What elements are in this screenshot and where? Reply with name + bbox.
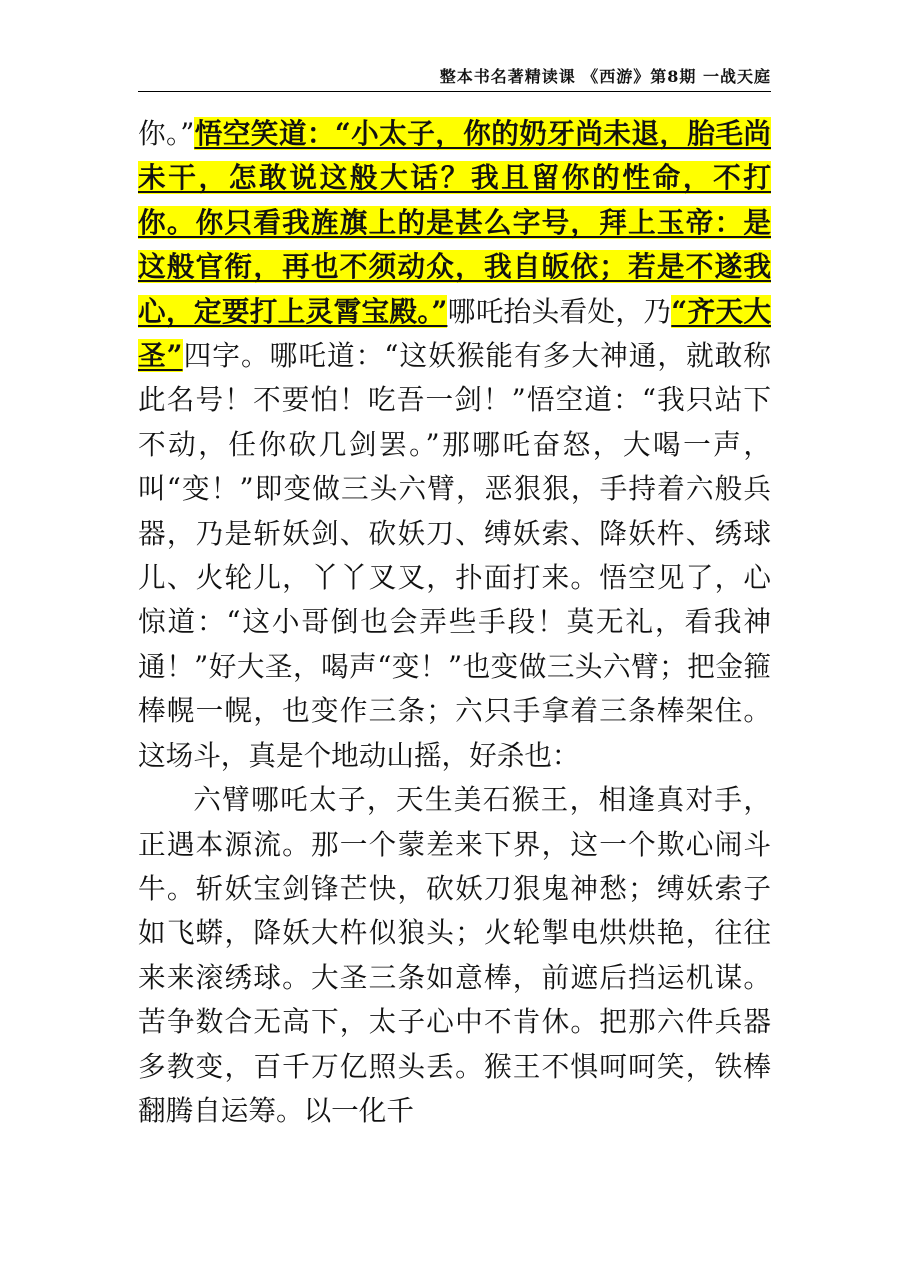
highlighted-title: “齐天大圣” xyxy=(138,294,771,373)
document-body xyxy=(138,112,771,1133)
page-header: 整本书名著精读课 《西游》第8期 一战天庭 xyxy=(439,67,771,86)
highlighted-quote: 悟空笑道：“小太子，你的奶牙尚未退，胎毛尚未干，怎敢说这般大话？我且留你的性命，不打你。你只看我旌旗上的是甚么字号，拜上玉帝：是这般官衔，再也不须动众，我自皈依；若是不遂我心，定要打上灵霄宝殿。” xyxy=(138,117,771,328)
text-segment: 你。” xyxy=(138,117,195,150)
text-segment: 四字。哪吒道：“这妖猴能有多大神通，就敢称此名号！不要怕！吃吾一剑！”悟空道：“我只站下不动，任你砍几剑罢。”那哪吒奋怒，大喝一声，叫“变！”即变做三头六臂，恶狠狠，手持着六般兵器，乃是斩妖剑、砍妖刀、缚妖索、降妖杵、绣球儿、火轮儿，丫丫叉叉，扑面打来。悟空见了，心惊道：“这小哥倒也会弄些手段！莫无礼，看我神通！”好大圣，喝声“变！”也变做三头六臂；把金箍棒幌一幌，也变作三条；六只手拿着三条棒架住。这场斗，真是个地动山摇，好杀也： xyxy=(138,339,772,772)
text-segment: 哪吒抬头看处，乃 xyxy=(447,294,672,328)
paragraph-2: 六臂哪吒太子，天生美石猴王，相逢真对手，正遇本源流。那一个蒙差来下界，这一个欺心闹斗牛。斩妖宝剑锋芒快，砍妖刀狠鬼神愁；缚妖索子如飞蟒，降妖大杵似狼头；火轮掣电烘烘艳，往往来来滚绣球。大圣三条如意棒，前遮后挡运机谋。苦争数合无高下，太子心中不肯休。把那六件兵器多教变，百千万亿照头丢。猴王不惧呵呵笑，铁棒翻腾自运筹。以一化千 xyxy=(138,783,771,1127)
paragraph-1 xyxy=(138,112,771,778)
header-divider xyxy=(138,91,771,92)
